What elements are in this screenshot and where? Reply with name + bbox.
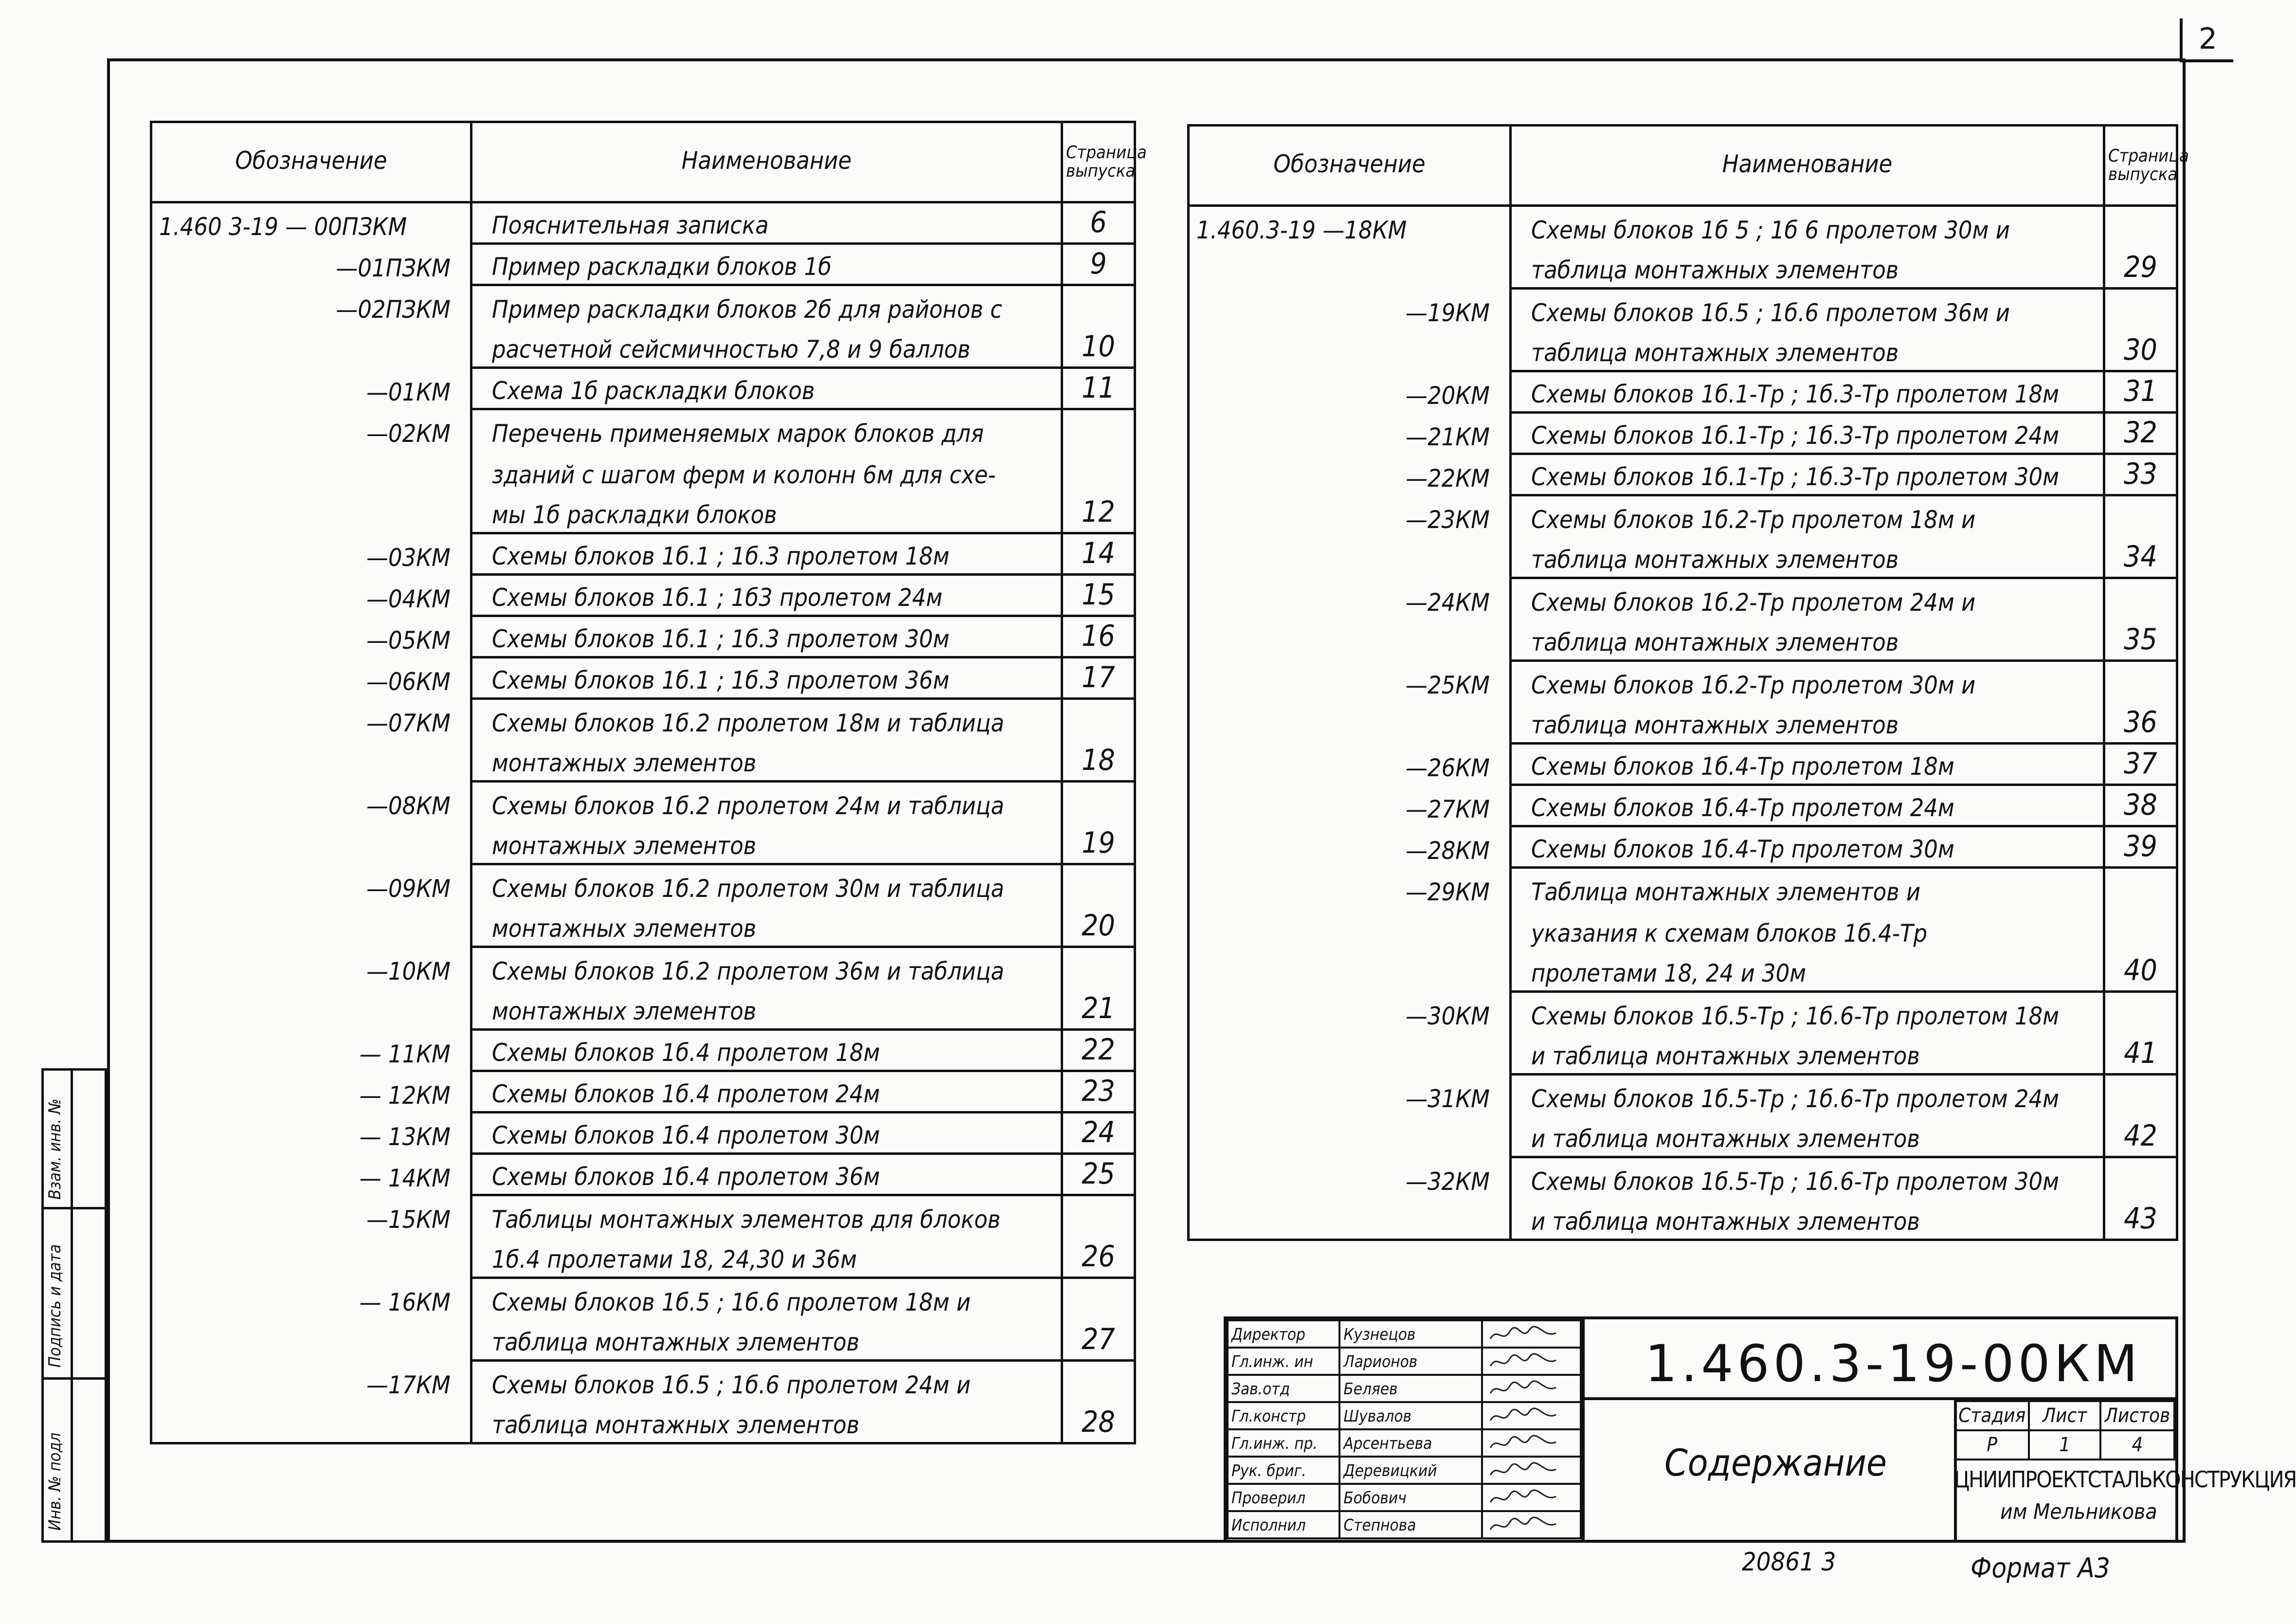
signature-mark [1482,1511,1581,1538]
cell-designation: —01ПЗКМ [151,244,471,285]
table-row [1189,413,2177,454]
side-label-sign: Подпись и дата [45,1244,65,1368]
cell-name: Схемы блоков 1б.1-Тр ; 1б.3-Тр пролетом 18м [1511,371,2104,413]
table-row [151,616,1135,657]
table-row [1189,620,2177,661]
table-row [151,988,1135,1030]
stage-value: Р [1955,1430,2029,1460]
signature-role: Рук. бриг. [1228,1457,1339,1484]
cell-designation: — 12КМ [151,1071,471,1113]
cell-designation [1189,909,1511,950]
cell-designation [1189,330,1511,371]
cell-name: Схемы блоков 1б.1 ; 1б.3 пролетом 36м [471,657,1062,699]
table-row [1189,950,2177,992]
header-designation: Обозначение [1189,126,1511,206]
table-row [151,823,1135,864]
sheet-number: 2 [2180,18,2233,62]
cell-name: монтажных элементов [471,906,1062,947]
cell-designation: —01КМ [151,368,471,409]
table-row [1189,454,2177,495]
cell-page: 40 [2104,950,2177,992]
cell-page [1062,864,1135,906]
cell-page: 32 [2104,413,2177,454]
table-row [1189,495,2177,537]
cell-name: Схемы блоков 1б.5 ; 1б.6 пролетом 18м и [471,1278,1062,1319]
stage-table [1954,1400,2175,1460]
signature-mark [1482,1402,1581,1429]
cell-page [1062,947,1135,988]
contents-table-left [150,121,1147,1444]
cell-page: 22 [1062,1030,1135,1071]
cell-designation [1189,537,1511,578]
table-row [151,947,1135,988]
cell-designation [151,327,471,368]
cell-name: Схемы блоков 1б.4-Тр пролетом 18м [1511,744,2104,785]
table-row [151,782,1135,823]
cell-page: 21 [1062,988,1135,1030]
cell-page: 25 [1062,1154,1135,1195]
cell-designation: —19КМ [1189,289,1511,330]
signature-row [1228,1484,1581,1511]
cell-name: таблица монтажных элементов [1511,702,2104,744]
table-row [1189,330,2177,371]
cell-name: 1б.4 пролетами 18, 24,30 и 36м [471,1237,1062,1278]
cell-name: Схемы блоков 1б.1 ; 1б3 пролетом 24м [471,575,1062,616]
cell-name: Схемы блоков 1б.2 пролетом 36м и таблица [471,947,1062,988]
cell-page [2104,289,2177,330]
cell-designation [1189,950,1511,992]
cell-designation: —32КМ [1189,1157,1511,1199]
cell-designation [151,1319,471,1361]
document-code: 1.460.3-19-00КМ [1645,1334,2142,1393]
cell-designation: —28КМ [1189,826,1511,868]
cell-page: 34 [2104,537,2177,578]
cell-page: 31 [2104,371,2177,413]
cell-name: монтажных элементов [471,740,1062,782]
table-row [1189,1116,2177,1157]
table-row [151,1154,1135,1195]
cell-name: Схемы блоков 1б.4 пролетом 18м [471,1030,1062,1071]
sheets-value: 4 [2100,1430,2174,1460]
cell-designation: —25КМ [1189,661,1511,702]
table-row [1189,578,2177,620]
table-row [151,699,1135,740]
table-row [1189,992,2177,1033]
cell-page: 42 [2104,1116,2177,1157]
cell-page: 33 [2104,454,2177,495]
signature-scribble-icon [1488,1460,1561,1482]
cell-designation [151,906,471,947]
cell-page: 6 [1062,202,1135,244]
cell-page: 11 [1062,368,1135,409]
cell-name: монтажных элементов [471,988,1062,1030]
cell-designation [151,1237,471,1278]
table-row [151,1319,1135,1361]
sheet-label: Лист [2029,1401,2100,1430]
cell-page [2104,909,2177,950]
signature-row [1228,1402,1581,1429]
cell-page: 12 [1062,492,1135,533]
cell-page: 29 [2104,247,2177,289]
cell-designation [1189,702,1511,744]
cell-designation: —27КМ [1189,785,1511,826]
cell-designation: —23КМ [1189,495,1511,537]
cell-name: зданий с шагом ферм и колонн 6м для схе- [471,451,1062,492]
cell-name: расчетной сейсмичностью 7,8 и 9 баллов [471,327,1062,368]
cell-name: Схемы блоков 1б.4-Тр пролетом 24м [1511,785,2104,826]
cell-designation: — 11КМ [151,1030,471,1071]
cell-designation: — 16КМ [151,1278,471,1319]
side-stamp [41,1068,107,1543]
cell-page [2104,1157,2177,1199]
signature-role: Проверил [1228,1484,1339,1511]
cell-name: Схемы блоков 1б 5 ; 1б 6 пролетом 30м и [1511,206,2104,247]
cell-name: таблица монтажных элементов [1511,330,2104,371]
cell-designation: —22КМ [1189,454,1511,495]
cell-page [1062,699,1135,740]
header-name: Наименование [471,122,1062,202]
cell-designation: —02КМ [151,409,471,451]
table-row [151,327,1135,368]
organization-name: ЦНИИПРОЕКТСТАЛЬКОНСТРУКЦИЯ [1954,1466,2296,1493]
table-row [151,533,1135,575]
cell-name: Схемы блоков 1б.2 пролетом 18м и таблица [471,699,1062,740]
table-row [151,451,1135,492]
cell-designation: —04КМ [151,575,471,616]
signature-row [1228,1429,1581,1457]
cell-name: Схемы блоков 1б.5 ; 1б.6 пролетом 36м и [1511,289,2104,330]
cell-page: 24 [1062,1113,1135,1154]
cell-name: таблица монтажных элементов [471,1402,1062,1443]
cell-page: 36 [2104,702,2177,744]
cell-page [1062,1361,1135,1402]
table-header [151,122,1135,202]
table-row [1189,537,2177,578]
cell-name: Пример раскладки блоков 1б [471,244,1062,285]
cell-designation: —07КМ [151,699,471,740]
table-row [151,1361,1135,1402]
cell-designation: —21КМ [1189,413,1511,454]
cell-name: Схемы блоков 1б.2-Тр пролетом 18м и [1511,495,2104,537]
cell-name: и таблица монтажных элементов [1511,1033,2104,1075]
cell-page: 14 [1062,533,1135,575]
table-row [1189,206,2177,247]
signature-scribble-icon [1488,1488,1561,1509]
cell-name: Схемы блоков 1б.1-Тр ; 1б.3-Тр пролетом 30м [1511,454,2104,495]
cell-page: 28 [1062,1402,1135,1443]
cell-name: и таблица монтажных элементов [1511,1116,2104,1157]
signature-name: Кузнецов [1339,1320,1482,1348]
cell-designation: —02ПЗКМ [151,285,471,327]
sheets-label: Листов [2100,1401,2174,1430]
cell-page: 15 [1062,575,1135,616]
signature-scribble-icon [1488,1379,1561,1400]
table-row [151,1113,1135,1154]
table-row [151,906,1135,947]
cell-name: Таблицы монтажных элементов для блоков [471,1195,1062,1237]
cell-page: 41 [2104,1033,2177,1075]
cell-designation: —08КМ [151,782,471,823]
signature-role: Гл.инж. ин [1228,1348,1339,1375]
cell-name: Схемы блоков 1б.5 ; 1б.6 пролетом 24м и [471,1361,1062,1402]
cell-name: Схемы блоков 1б.4-Тр пролетом 30м [1511,826,2104,868]
cell-designation: 1.460.3-19 —18КМ [1189,206,1511,247]
header-page: Страница выпуска [2104,126,2177,206]
signature-name: Арсентьева [1339,1429,1482,1457]
cell-designation [151,988,471,1030]
table-row [1189,371,2177,413]
table-row [1189,909,2177,950]
table-row [151,409,1135,451]
header-designation: Обозначение [151,122,471,202]
signature-row [1228,1348,1581,1375]
cell-page: 39 [2104,826,2177,868]
cell-name: Пример раскладки блоков 2б для районов с [471,285,1062,327]
cell-designation: —06КМ [151,657,471,699]
signature-role: Исполнил [1228,1511,1339,1538]
cell-name: Схемы блоков 1б.5-Тр ; 1б.6-Тр пролетом 24м [1511,1075,2104,1116]
cell-name: монтажных элементов [471,823,1062,864]
cell-name: Схемы блоков 1б.4 пролетом 24м [471,1071,1062,1113]
cell-name: Схемы блоков 1б.2-Тр пролетом 30м и [1511,661,2104,702]
cell-designation [151,823,471,864]
table-row [151,1237,1135,1278]
signature-mark [1482,1484,1581,1511]
cell-page [2104,868,2177,909]
cell-designation [151,492,471,533]
cell-designation: —20КМ [1189,371,1511,413]
table-row [151,368,1135,409]
cell-name: мы 1б раскладки блоков [471,492,1062,533]
cell-designation: —03КМ [151,533,471,575]
cell-page: 19 [1062,823,1135,864]
table-row [151,740,1135,782]
cell-page [2104,992,2177,1033]
cell-designation [1189,247,1511,289]
cell-name: указания к схемам блоков 1б.4-Тр [1511,909,2104,950]
organization-subname: им Мельникова [2000,1499,2157,1524]
cell-designation [1189,1116,1511,1157]
table-row [1189,1033,2177,1075]
cell-designation: —05КМ [151,616,471,657]
cell-designation [151,740,471,782]
header-page: Страница выпуска [1062,122,1135,202]
signature-row [1228,1511,1581,1538]
table-row [151,285,1135,327]
cell-page: 23 [1062,1071,1135,1113]
cell-designation [151,451,471,492]
table-row [151,1030,1135,1071]
table-row [1189,661,2177,702]
cell-page: 37 [2104,744,2177,785]
cell-name: таблица монтажных элементов [471,1319,1062,1361]
signature-role: Гл.констр [1228,1402,1339,1429]
cell-name: таблица монтажных элементов [1511,247,2104,289]
cell-page: 43 [2104,1199,2177,1240]
side-label-inv: Инв. № подл [45,1432,65,1531]
cell-page [2104,1075,2177,1116]
cell-designation: — 14КМ [151,1154,471,1195]
contents-table-right [1187,124,2189,1241]
cell-name: Пояснительная записка [471,202,1062,244]
signature-scribble-icon [1488,1515,1561,1536]
cell-designation: —10КМ [151,947,471,988]
cell-name: Схемы блоков 1б.2-Тр пролетом 24м и [1511,578,2104,620]
signature-role: Зав.отд [1228,1375,1339,1402]
cell-designation: —31КМ [1189,1075,1511,1116]
cell-designation [1189,620,1511,661]
table-row [1189,289,2177,330]
cell-page: 18 [1062,740,1135,782]
table-row [1189,826,2177,868]
signature-mark [1482,1375,1581,1402]
signature-role: Гл.инж. пр. [1228,1429,1339,1457]
table-row [151,202,1135,244]
cell-page: 10 [1062,327,1135,368]
cell-page: 35 [2104,620,2177,661]
format-label: Формат А3 [1971,1552,2110,1584]
cell-page [2104,661,2177,702]
cell-designation: — 13КМ [151,1113,471,1154]
cell-name: Таблица монтажных элементов и [1511,868,2104,909]
header-name: Наименование [1511,126,2104,206]
inventory-number: 20861 3 [1742,1548,1836,1577]
cell-designation [1189,1199,1511,1240]
cell-name: Схемы блоков 1б.2 пролетом 24м и таблица [471,782,1062,823]
table-row [1189,744,2177,785]
table-row [151,864,1135,906]
table-header [1189,126,2177,206]
table-row [151,492,1135,533]
signature-scribble-icon [1488,1351,1561,1373]
table-row [151,1402,1135,1443]
signature-row [1228,1320,1581,1348]
cell-name: Схема 1б раскладки блоков [471,368,1062,409]
signature-name: Бобович [1339,1484,1482,1511]
cell-name: Схемы блоков 1б.4 пролетом 30м [471,1113,1062,1154]
signature-row [1228,1375,1581,1402]
table-row [1189,1075,2177,1116]
cell-name: Схемы блоков 1б.1 ; 1б.3 пролетом 30м [471,616,1062,657]
cell-name: Перечень применяемых марок блоков для [471,409,1062,451]
table-row [151,1071,1135,1113]
signature-mark [1482,1457,1581,1484]
cell-name: пролетами 18, 24 и 30м [1511,950,2104,992]
signature-name: Шувалов [1339,1402,1482,1429]
signature-table [1227,1319,1582,1539]
cell-page: 38 [2104,785,2177,826]
signature-scribble-icon [1488,1324,1561,1346]
table-row [1189,868,2177,909]
cell-page [1062,451,1135,492]
cell-name: Схемы блоков 1б.5-Тр ; 1б.6-Тр пролетом 18м [1511,992,2104,1033]
cell-name: и таблица монтажных элементов [1511,1199,2104,1240]
cell-designation [151,1402,471,1443]
cell-designation: —29КМ [1189,868,1511,909]
signature-scribble-icon [1488,1433,1561,1455]
cell-designation: —17КМ [151,1361,471,1402]
sheet-value: 1 [2029,1430,2100,1460]
cell-page [1062,409,1135,451]
cell-page: 16 [1062,616,1135,657]
cell-name: Схемы блоков 1б.2 пролетом 30м и таблица [471,864,1062,906]
table-row [1189,1199,2177,1240]
table-row [151,1278,1135,1319]
table-row [151,244,1135,285]
cell-name: Схемы блоков 1б.5-Тр ; 1б.6-Тр пролетом 30м [1511,1157,2104,1199]
table-row [151,657,1135,699]
signature-mark [1482,1320,1581,1348]
document-title: Содержание [1664,1441,1887,1484]
cell-page [1062,1195,1135,1237]
cell-page: 30 [2104,330,2177,371]
table-row [1189,785,2177,826]
table-row [1189,247,2177,289]
cell-name: таблица монтажных элементов [1511,537,2104,578]
table-row [151,1195,1135,1237]
table-row [1189,1157,2177,1199]
signature-name: Деревицкий [1339,1457,1482,1484]
cell-page: 26 [1062,1237,1135,1278]
table-row [151,575,1135,616]
cell-designation: —09КМ [151,864,471,906]
signature-name: Ларионов [1339,1348,1482,1375]
stage-label: Стадия [1955,1401,2029,1430]
cell-page: 20 [1062,906,1135,947]
signature-name: Степнова [1339,1511,1482,1538]
cell-designation: 1.460 3-19 — 00ПЗКМ [151,202,471,244]
title-block [1224,1316,2296,1543]
cell-page: 27 [1062,1319,1135,1361]
side-label-vzam: Взам. инв. № [45,1098,65,1200]
cell-name: Схемы блоков 1б.1-Тр ; 1б.3-Тр пролетом 24м [1511,413,2104,454]
cell-page [2104,578,2177,620]
signature-mark [1482,1429,1581,1457]
cell-page [1062,285,1135,327]
cell-page [1062,782,1135,823]
signature-scribble-icon [1488,1406,1561,1427]
cell-page [1062,1278,1135,1319]
cell-page [2104,206,2177,247]
table-row [1189,702,2177,744]
cell-name: Схемы блоков 1б.1 ; 1б.3 пролетом 18м [471,533,1062,575]
cell-name: таблица монтажных элементов [1511,620,2104,661]
cell-designation: —15КМ [151,1195,471,1237]
cell-designation: —30КМ [1189,992,1511,1033]
cell-page [2104,495,2177,537]
signature-name: Беляев [1339,1375,1482,1402]
cell-designation [1189,1033,1511,1075]
cell-name: Схемы блоков 1б.4 пролетом 36м [471,1154,1062,1195]
cell-page: 9 [1062,244,1135,285]
cell-page: 17 [1062,657,1135,699]
cell-designation: —24КМ [1189,578,1511,620]
cell-designation: —26КМ [1189,744,1511,785]
signature-row [1228,1457,1581,1484]
signature-role: Директор [1228,1320,1339,1348]
signature-mark [1482,1348,1581,1375]
